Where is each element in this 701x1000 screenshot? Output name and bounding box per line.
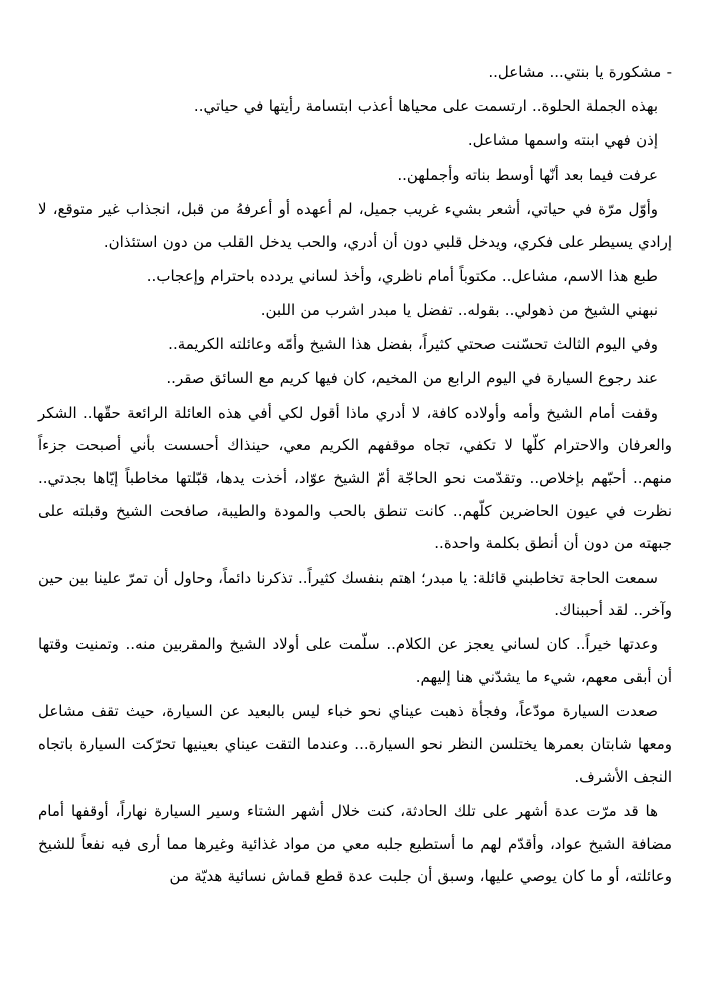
paragraph-11: سمعت الحاجة تخاطبني قائلة: يا مبدر؛ اهتم بنفسك كثيراً.. تذكرنا دائماً، وحاول أن تمرّ علينا بين حين وآخر.. لقد أحببناك. [38,568,672,620]
paragraph-6: طبع هذا الاسم، مشاعل.. مكتوباً أمام ناظري، وأخذ لساني يردده باحترام وإعجاب.. [146,266,658,285]
paragraph-4: عرفت فيما بعد أنّها أوسط بناته وأجملهن.. [397,165,658,184]
paragraph-10: وقفت أمام الشيخ وأمه وأولاده كافة، لا أدري ماذا أقول لكي أفي هذه العائلة الرائعة حقّها.. الشكر والعرفان والاحترام كلّها لا تكفي، تجاه موقفهم الكريم معي، حينذاك أحسست بأني أصبحت جزءاً منهم.. أحبّهم بإخلاص.. وتقدّمت نحو الحاجّة أمّ الشيخ عوّاد، أخذت يدها، قبّلتها مخاطباً إيّاها بجدتي.. نظرت في عيون الحاضرين كلّهم.. كانت تنطق بالحب والمودة والطيبة، صافحت الشيخ وقبلته على جبهته من دون أن أنطق بكلمة واحدة.. [38,403,672,553]
document-page [38,56,672,895]
paragraph-8: وفي اليوم الثالث تحسّنت صحتي كثيراً، بفضل هذا الشيخ وأمّه وعائلته الكريمة.. [168,335,658,354]
paragraph-2: بهذه الجملة الحلوة.. ارتسمت على محياها أعذب ابتسامة رأيتها في حياتي.. [193,97,658,116]
paragraph-13: صعدت السيارة مودّعاً، وفجأة ذهبت عيناي نحو خباء ليس بالبعيد عن السيارة، حيث تقف مشاعل ومعها شابتان بعمرها يختلسن النظر نحو السيارة... وعندما التقت عيناي بعينيها تحرّكت السيارة باتجاه النجف الأشرف. [38,702,672,786]
paragraph-3: إذن فهي ابنته واسمها مشاعل. [467,131,658,150]
paragraph-1: - مشكورة يا بنتي... مشاعل.. [488,63,672,81]
paragraph-7: نبهني الشيخ من ذهولي.. بقوله.. تفضل يا مبدر اشرب من اللبن. [260,300,658,319]
paragraph-5: وأوّل مرّة في حياتي، أشعر بشيء غريب جميل، لم أعهده أو أعرفهُ من قبل، انجذاب غير متوقع، لا إرادي يسيطر على فكري، ويدخل قلبي دون أن أدري، والحب يدخل القلب من دون استئذان. [38,199,672,251]
paragraph-12: وعدتها خيراً.. كان لساني يعجز عن الكلام.. سلّمت على أولاد الشيخ والمقربين منه.. وتمنيت وقتها أن أبقى معهم، شيء ما يشدّني هنا إليهم. [38,635,672,687]
paragraph-14: ها قد مرّت عدة أشهر على تلك الحادثة، كنت خلال أشهر الشتاء وسير السيارة نهاراً، أوقفها أمام مضافة الشيخ عواد، وأقدّم لهم ما أستطيع جلبه معي من مواد غذائية وغيرها مما أرى فيه نفعاً للشيخ وعائلته، أو ما كان يوصي عليها، وسبق أن جلبت عدة قطع قماش نسائية هديّة من [38,801,672,886]
paragraph-9: عند رجوع السيارة في اليوم الرابع من المخيم، كان فيها كريم مع السائق صقر.. [166,369,658,388]
